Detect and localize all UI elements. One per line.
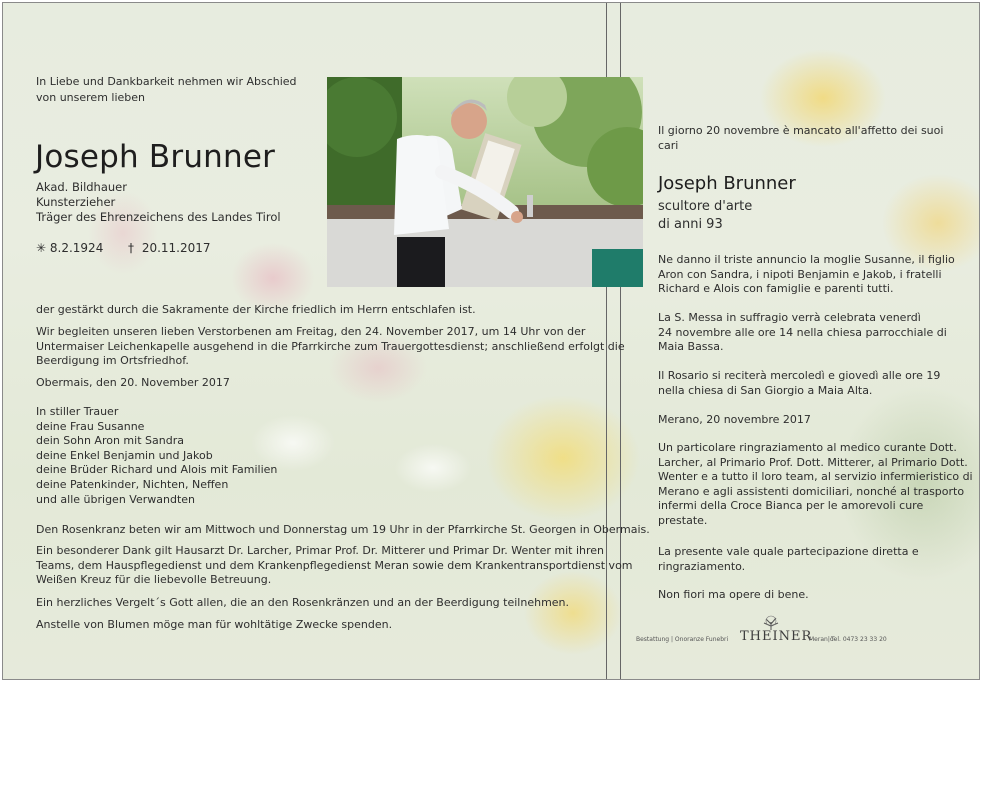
obituary-card <box>2 2 980 680</box>
right-intro <box>658 124 943 153</box>
left-thanks-line-1: Ein besonderer Dank gilt Hausarzt Dr. Larcher, Primar Prof. Dr. Mitterer und Primar Dr. Wenter mit ihren <box>36 544 605 557</box>
footer-phone: Tel. 0473 23 33 20 <box>831 636 887 643</box>
right-paragraph-4 <box>658 441 973 529</box>
right-p2-line-2: 24 novembre alle ore 14 nella chiesa parrocchiale di <box>658 325 947 339</box>
mourner-line: dein Sohn Aron mit Sandra <box>36 434 184 448</box>
left-place-date: Obermais, den 20. November 2017 <box>36 376 230 389</box>
birth-date: 8.2.1924 <box>49 241 104 255</box>
right-p4-line-3: Wenter e a tutto il loro team, al servizio infermieristico di <box>658 470 973 484</box>
left-paragraph-vergelts-gott: Ein herzliches Vergelt´s Gott allen, die an den Rosenkränzen und an der Beerdigung teilnehmen. <box>36 596 570 609</box>
right-p1-line-3: Richard e Alois con famiglie e parenti tutti. <box>658 282 894 296</box>
intro-line-1: In Liebe und Dankbarkeit nehmen wir Abschied <box>36 75 297 88</box>
right-p5-line-1: La presente vale quale partecipazione diretta e <box>658 545 919 558</box>
right-intro-line-1: Il giorno 20 novembre è mancato all'affetto dei suoi <box>658 124 944 137</box>
left-paragraph-1: der gestärkt durch die Sakramente der Kirche friedlich im Herrn entschlafen ist. <box>36 303 476 316</box>
right-p3-line-1: Il Rosario si reciterà mercoledì e giovedì alle ore 19 <box>658 369 941 382</box>
mourner-line: In stiller Trauer <box>36 405 119 418</box>
title-bildhauer: Akad. Bildhauer <box>36 180 127 194</box>
left-p2-line-1: Wir begleiten unseren lieben Verstorbenen am Freitag, den 24. November 2017, um 14 Uhr von der <box>36 325 586 338</box>
title-kunsterzieher: Kunsterzieher <box>36 195 116 209</box>
title-ehrenzeichen: Träger des Ehrenzeichens des Landes Tirol <box>36 210 281 224</box>
left-paragraph-rosary: Den Rosenkranz beten wir am Mittwoch und Donnerstag um 19 Uhr in der Pfarrkirche St. Georgen in Obermais. <box>36 523 650 536</box>
right-paragraph-3 <box>658 369 940 398</box>
right-p2-line-1: La S. Messa in suffragio verrà celebrata venerdì <box>658 311 921 324</box>
mourner-line: deine Frau Susanne <box>36 419 145 433</box>
right-p3-line-2: nella chiesa di San Giorgio a Maia Alta. <box>658 383 873 397</box>
right-p4-line-6: prestate. <box>658 513 708 527</box>
death-cross-icon: † <box>128 241 134 255</box>
right-paragraph-2 <box>658 311 947 355</box>
right-place-date: Merano, 20 novembre 2017 <box>658 413 811 426</box>
intro-line-2: von unserem lieben <box>36 91 146 104</box>
death-row <box>128 241 211 256</box>
right-p1-line-2: Aron con Sandra, i nipoti Benjamin e Jakob, i fratelli <box>658 267 942 281</box>
left-paragraph-flowers: Anstelle von Blumen möge man für wohltätige Zwecke spenden. <box>36 618 393 631</box>
right-p4-line-2: Larcher, al Primario Prof. Dott. Mitterer, al Primario Dott. <box>658 455 968 469</box>
mourner-line: deine Patenkinder, Nichten, Neffen <box>36 477 229 491</box>
left-paragraph-2 <box>36 325 625 369</box>
right-paragraph-1 <box>658 253 955 297</box>
death-date: 20.11.2017 <box>141 241 211 255</box>
mourner-line: deine Enkel Benjamin und Jakob <box>36 448 213 462</box>
birth-row <box>36 241 103 256</box>
left-thanks-line-2: Teams, dem Hauspflegedienst und dem Krankenpflegedienst Meran sowie dem Krankentransportdienst vom <box>36 558 633 572</box>
deceased-name: Joseph Brunner <box>35 139 276 175</box>
right-p5-line-2: ringraziamento. <box>658 559 746 573</box>
right-subtitle-2: di anni 93 <box>658 217 723 232</box>
footer-city: Meran|o <box>809 636 834 643</box>
right-p4-line-4: Merano e agli assistenti domiciliari, nonché al trasporto <box>658 484 965 498</box>
right-subtitle-1: scultore d'arte <box>658 199 753 214</box>
right-paragraph-6: Non fiori ma opere di bene. <box>658 588 809 601</box>
right-deceased-name: Joseph Brunner <box>658 173 796 194</box>
left-p2-line-3: Beerdigung im Ortsfriedhof. <box>36 354 189 368</box>
left-p2-line-2: Untermaiser Leichenkapelle ausgehend in die Pfarrkirche zum Trauergottesdienst; anschließend erfolgt die <box>36 339 625 353</box>
footer-brand: THEINER <box>740 629 813 644</box>
right-p1-line-1: Ne danno il triste annuncio la moglie Susanne, il figlio <box>658 253 955 266</box>
right-p4-line-1: Un particolare ringraziamento al medico curante Dott. <box>658 441 957 454</box>
mourners-list <box>36 405 277 507</box>
mourner-line: und alle übrigen Verwandten <box>36 492 195 506</box>
left-thanks-line-3: Weißen Kreuz für die liebevolle Betreuung. <box>36 573 272 587</box>
right-p4-line-5: infermi della Croce Bianca per le amorevoli cure <box>658 499 924 513</box>
birth-star-icon: ✳ <box>36 241 47 255</box>
funeral-home-footer <box>636 615 906 655</box>
left-paragraph-thanks <box>36 544 633 588</box>
footer-left-text: Bestattung | Onoranze Funebri <box>636 636 729 643</box>
mourner-line: deine Brüder Richard und Alois mit Familien <box>36 463 278 477</box>
right-p2-line-3: Maia Bassa. <box>658 340 724 354</box>
portrait-photo <box>327 77 643 287</box>
right-paragraph-5 <box>658 545 919 574</box>
right-intro-line-2: cari <box>658 138 679 152</box>
